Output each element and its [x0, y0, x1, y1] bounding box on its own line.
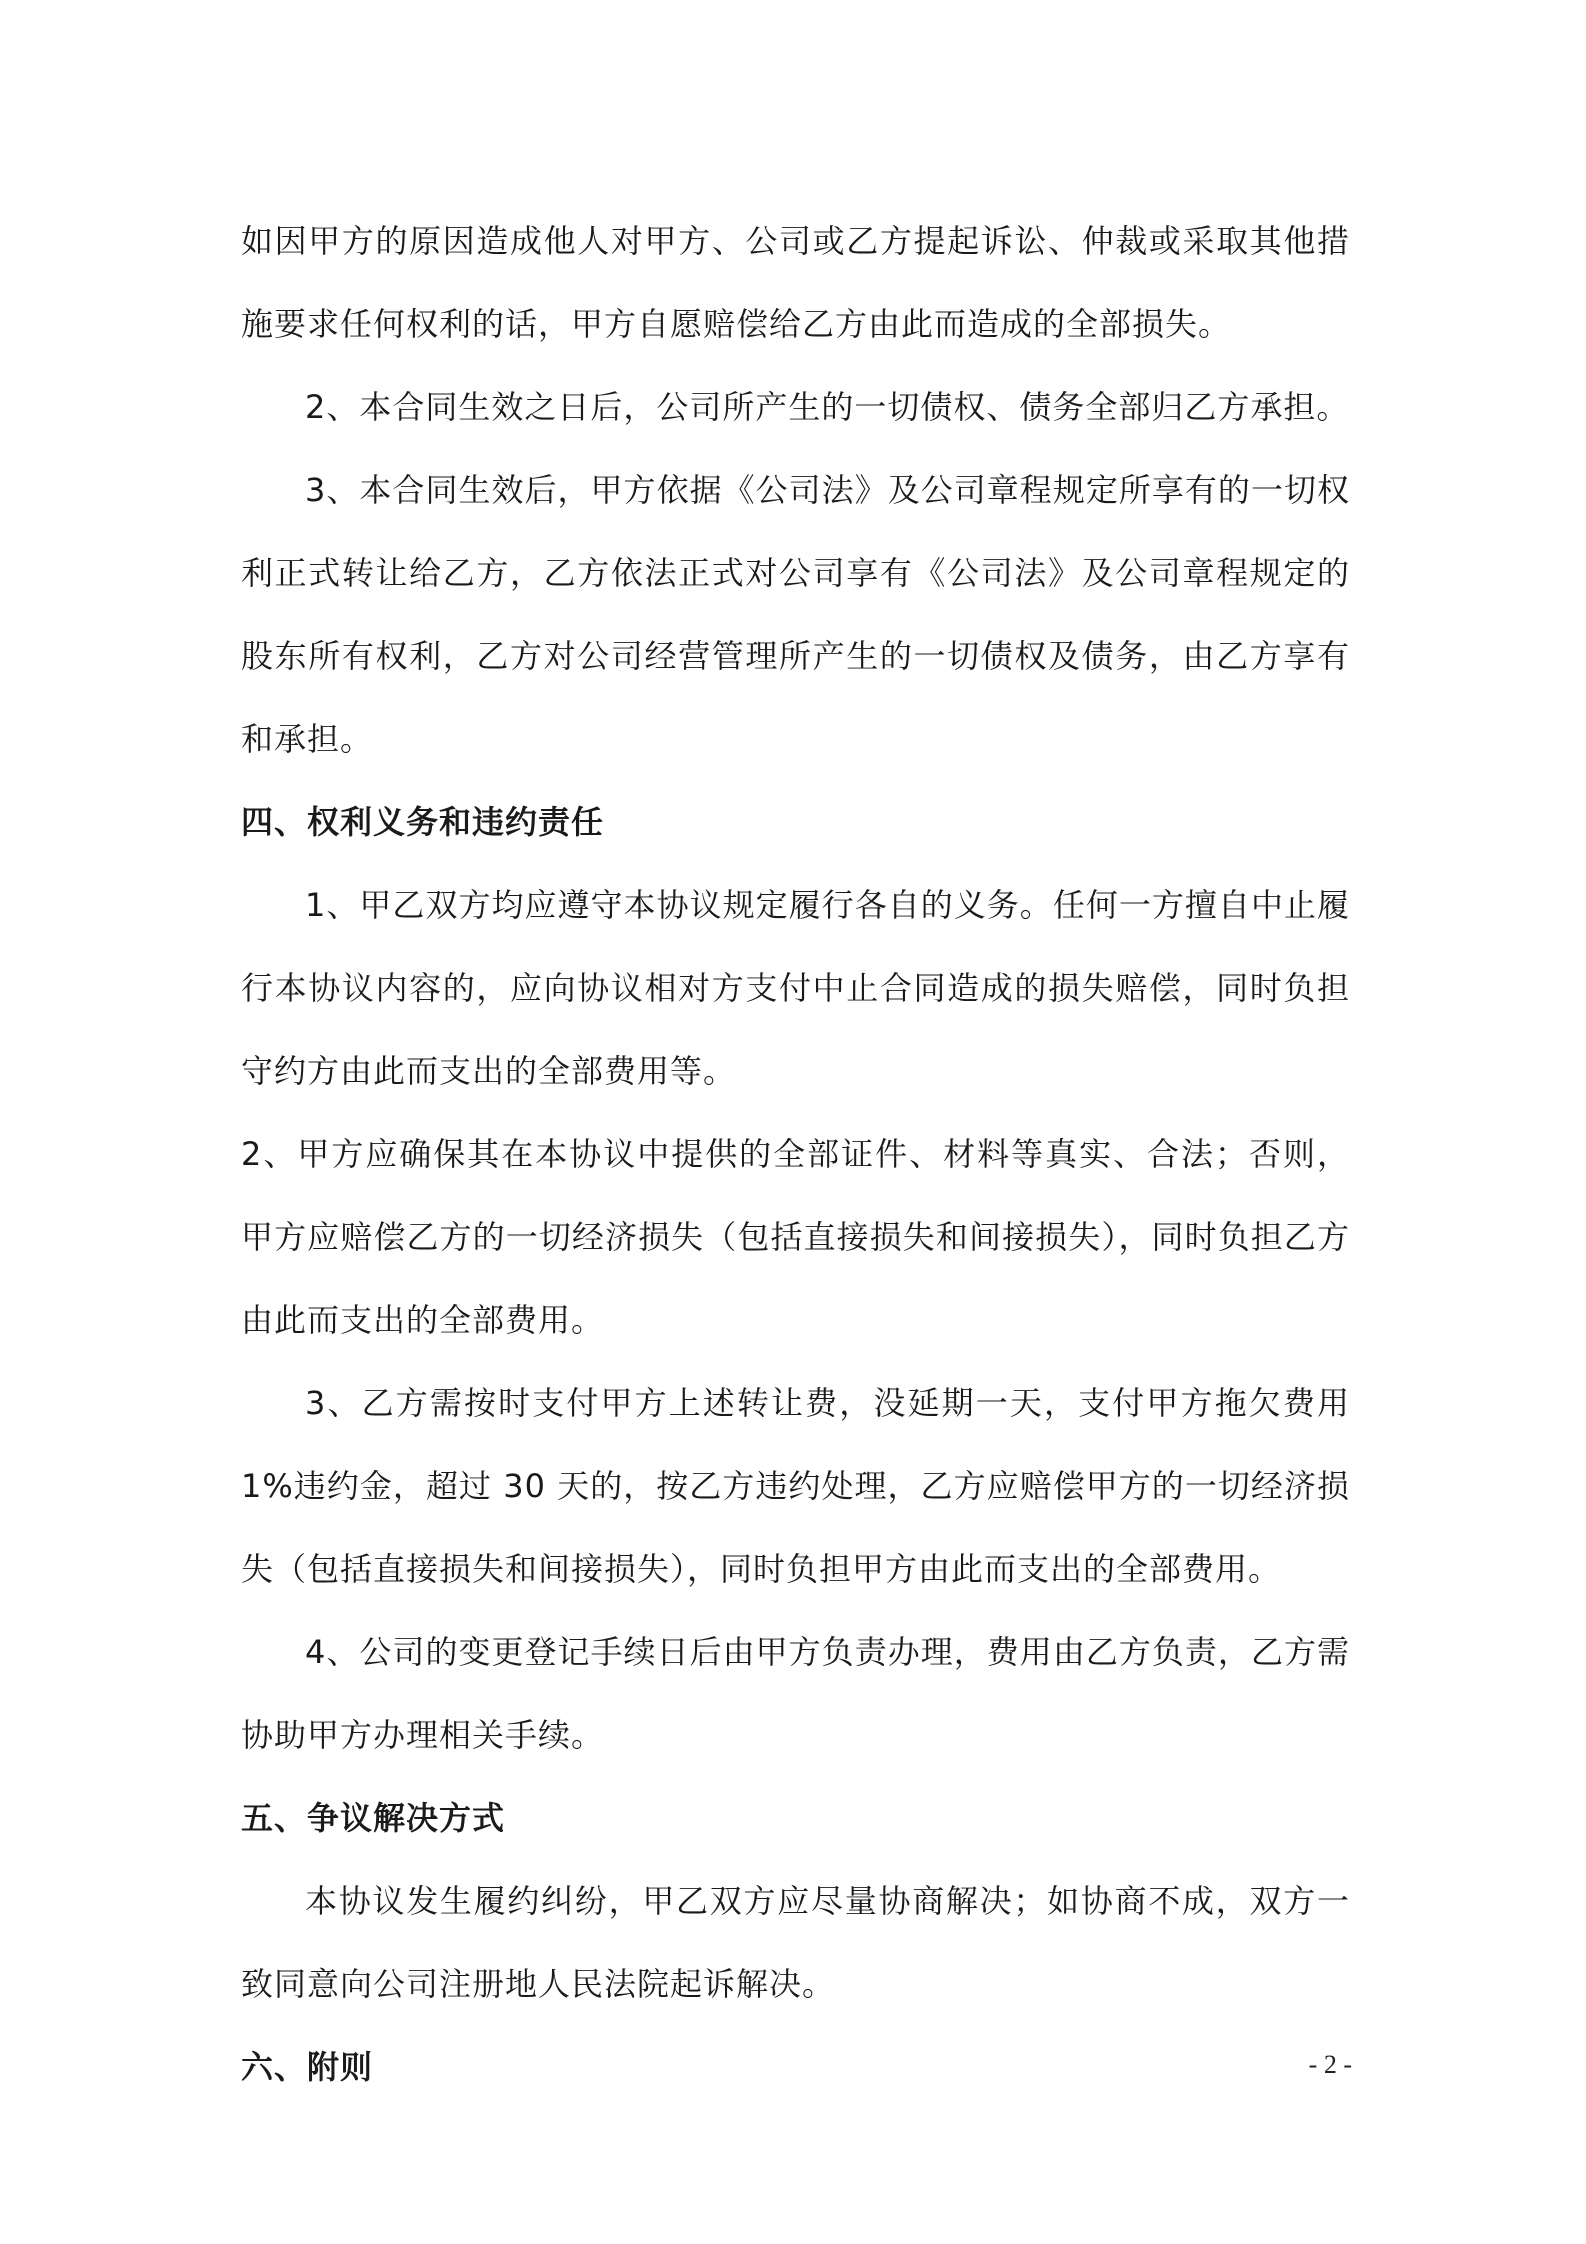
paragraph-obligation-1: 1、甲乙双方均应遵守本协议规定履行各自的义务。任何一方擅自中止履行本协议内容的，应向协议相对方支付中止合同造成的损失赔偿，同时负担守约方由此而支出的全部费用等。: [241, 886, 1350, 1090]
paragraph-clause-3: 3、本合同生效后，甲方依据《公司法》及公司章程规定所享有的一切权利正式转让给乙方，乙方依法正式对公司享有《公司法》及公司章程规定的股东所有权利，乙方对公司经营管理所产生的一切债权及债务，由乙方享有和承担。: [241, 471, 1350, 758]
paragraph-continuation: 如因甲方的原因造成他人对甲方、公司或乙方提起诉讼、仲裁或采取其他措施要求任何权利的话，甲方自愿赔偿给乙方由此而造成的全部损失。: [241, 222, 1350, 343]
section-heading-rights-obligations: 四、权利义务和违约责任: [241, 803, 605, 841]
paragraph-obligation-3: 3、乙方需按时支付甲方上述转让费，没延期一天，支付甲方拖欠费用 1%违约金，超过 30 天的，按乙方违约处理，乙方应赔偿甲方的一切经济损失（包括直接损失和间接损失），同时负担甲方由此而支出的全部费用。: [241, 1384, 1350, 1588]
paragraph-obligation-4: 4、公司的变更登记手续日后由甲方负责办理，费用由乙方负责，乙方需协助甲方办理相关手续。: [241, 1633, 1350, 1754]
page-number: - 2 -: [1308, 2050, 1352, 2079]
section-heading-dispute-resolution: 五、争议解决方式: [241, 1799, 506, 1837]
document-body: [241, 200, 1350, 2109]
paragraph-obligation-2: 2、甲方应确保其在本协议中提供的全部证件、材料等真实、合法；否则，甲方应赔偿乙方的一切经济损失（包括直接损失和间接损失），同时负担乙方由此而支出的全部费用。: [241, 1135, 1350, 1339]
paragraph-clause-2: 2、本合同生效之日后，公司所产生的一切债权、债务全部归乙方承担。: [305, 388, 1350, 426]
section-heading-supplementary: 六、附则: [241, 2048, 374, 2086]
paragraph-dispute: 本协议发生履约纠纷，甲乙双方应尽量协商解决；如协商不成，双方一致同意向公司注册地人民法院起诉解决。: [241, 1882, 1350, 2003]
